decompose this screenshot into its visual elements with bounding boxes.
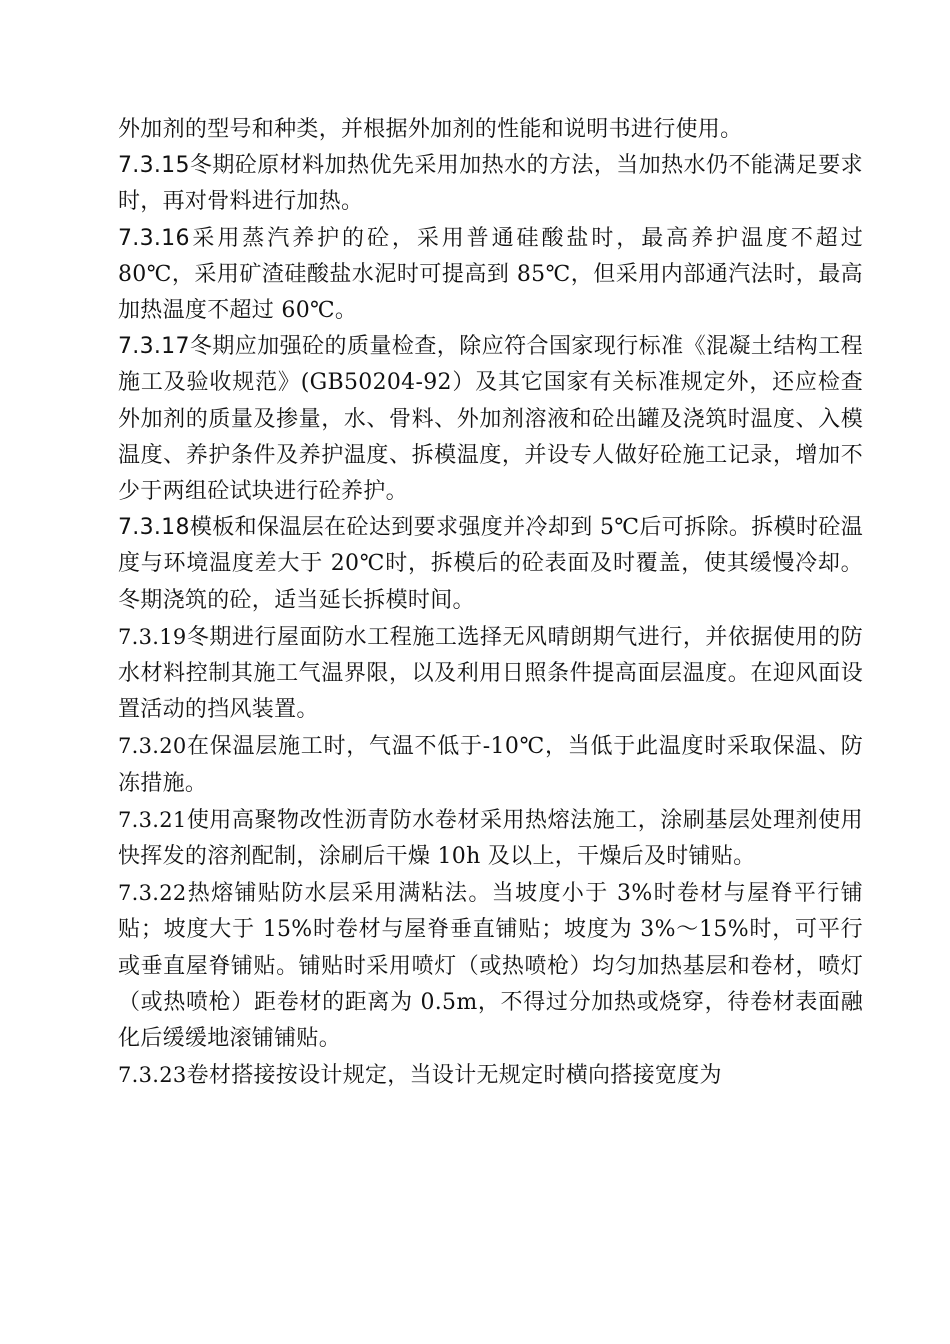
paragraph-text: 使用高聚物改性沥青防水卷材采用热熔法施工，涂刷基层处理剂使用快挥发的溶剂配制，涂刷后干燥 10h 及以上，干燥后及时铺贴。 xyxy=(118,807,863,870)
clause-number: 7.3.17 xyxy=(118,334,190,360)
clause-number: 7.3.23 xyxy=(118,1063,187,1088)
paragraph-continuation xyxy=(118,112,863,148)
paragraph-text: 冬期砼原材料加热优先采用加热水的方法，当加热水仍不能满足要求时，再对骨料进行加热。 xyxy=(118,153,863,215)
document-page xyxy=(118,112,863,1094)
paragraph-7-3-15 xyxy=(118,148,863,220)
paragraph-7-3-17 xyxy=(118,329,863,510)
paragraph-text: 在保温层施工时，气温不低于-10℃，当低于此温度时采取保温、防冻措施。 xyxy=(118,734,863,796)
clause-number: 7.3.20 xyxy=(118,734,187,759)
clause-number: 7.3.22 xyxy=(118,881,187,906)
paragraph-text: 模板和保温层在砼达到要求强度并冷却到 5℃后可拆除。拆模时砼温度与环境温度差大于 20℃时，拆模后的砼表面及时覆盖，使其缓慢冷却。冬期浇筑的砼，适当延长拆模时间。 xyxy=(118,515,863,613)
clause-number: 7.3.16 xyxy=(118,225,190,251)
paragraph-7-3-23 xyxy=(118,1057,863,1094)
paragraph-7-3-20 xyxy=(118,728,863,801)
paragraph-7-3-21 xyxy=(118,802,863,875)
paragraph-7-3-19 xyxy=(118,619,863,729)
paragraph-text: 卷材搭接按设计规定，当设计无规定时横向搭接宽度为 xyxy=(186,1063,722,1089)
paragraph-text: 热熔铺贴防水层采用满粘法。当坡度小于 3%时卷材与屋脊平行铺贴；坡度大于 15%时卷材与屋脊垂直铺贴；坡度为 3%～15%时，可平行或垂直屋脊铺贴。铺贴时采用喷灯（或热喷枪）均匀加热基层和卷材，喷灯（或热喷枪）距卷材的距离为 0.5m，不得过分加热或烧穿，待卷材表面融化后缓缓地滚铺铺贴。 xyxy=(118,881,863,1052)
paragraph-7-3-22 xyxy=(118,875,863,1057)
clause-number: 7.3.15 xyxy=(118,153,190,179)
paragraph-7-3-18 xyxy=(118,510,863,619)
paragraph-7-3-16 xyxy=(118,221,863,330)
clause-number: 7.3.18 xyxy=(118,515,190,541)
paragraph-text: 冬期进行屋面防水工程施工选择无风晴朗期气进行，并依据使用的防水材料控制其施工气温界限，以及利用日照条件提高面层温度。在迎风面设置活动的挡风装置。 xyxy=(118,624,863,723)
paragraph-text: 采用蒸汽养护的砼，采用普通硅酸盐时，最高养护温度不超过 80℃，采用矿渣硅酸盐水泥时可提高到 85℃，但采用内部通汽法时，最高加热温度不超过 60℃。 xyxy=(118,225,863,324)
clause-number: 7.3.21 xyxy=(118,807,187,832)
paragraph-text: 冬期应加强砼的质量检查，除应符合国家现行标准《混凝土结构工程施工及验收规范》(GB50204-92）及其它国家有关标准规定外，还应检查外加剂的质量及掺量，水、骨料、外加剂溶液和砼出罐及浇筑时温度、入模温度、养护条件及养护温度、拆模温度，并设专人做好砼施工记录，增加不少于两组砼试块进行砼养护。 xyxy=(118,334,863,505)
clause-number: 7.3.19 xyxy=(118,624,187,649)
paragraph-text: 外加剂的型号和种类，并根据外加剂的性能和说明书进行使用。 xyxy=(118,117,743,142)
